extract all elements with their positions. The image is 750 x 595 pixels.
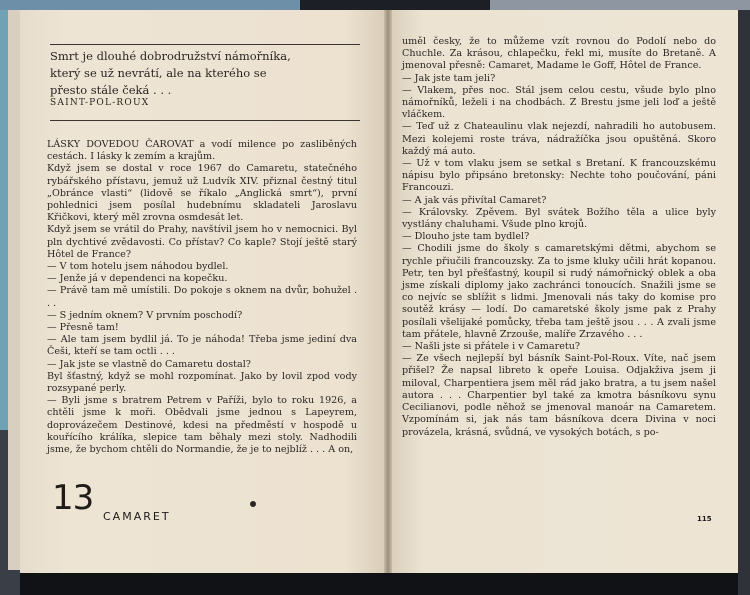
- paragraph: Když jsem se vrátil do Prahy, navštívil jsem ho v nemocnici. Byl pln dychtivé zvědavosti. Co přístav? Co kaple? Stojí ještě starý Hôtel de France?: [47, 224, 357, 260]
- left-body-text: [47, 139, 357, 456]
- paragraph: — Jak jste se vlastně do Camaretu dostal?: [47, 358, 251, 370]
- motto-top-rule: [50, 44, 360, 45]
- paragraph: — Jenže já v dependenci na kopečku.: [47, 273, 228, 285]
- motto: [50, 48, 340, 99]
- book-right-edge: [738, 10, 750, 595]
- paragraph: — Právě tam mě umístili. Do pokoje s oknem na dvůr, bohužel . . .: [47, 285, 357, 309]
- motto-line: přesto stále čeká . . .: [50, 83, 172, 97]
- motto-bottom-rule: [50, 120, 360, 121]
- paragraph: LÁSKY DOVEDOU ČAROVAT a vodí milence po zasliběných cestách. I lásky k zemím a krajům.: [47, 139, 357, 163]
- page-number: 115: [697, 515, 712, 523]
- paragraph: — A jak vás přivítal Camaret?: [402, 194, 547, 206]
- paragraph: — Ale tam jsem bydlil já. To je náhoda! Třeba jsme jediní dva Češi, kteří se tam octli . . .: [47, 334, 357, 358]
- paragraph: — Vlakem, přes noc. Stál jsem celou cestu, všude bylo plno námořníků, leželi i na chodbách. Z Brestu jsme jeli loď a ještě vláčkem.: [402, 84, 716, 121]
- paragraph: — Teď už z Chateaulinu vlak nejezdí, nahradili ho autobusem. Mezi kolejemi roste tráva, nádražíčka jsou opuštěná. Skoro každý má auto.: [402, 121, 716, 157]
- paragraph: — Našli jste si přátele i v Camaretu?: [402, 341, 581, 353]
- chapter-title: CAMARET: [103, 510, 171, 523]
- motto-author: SAINT-POL-ROUX: [50, 98, 150, 108]
- paragraph: — V tom hotelu jsem náhodou bydlel.: [47, 261, 229, 273]
- motto-line: Smrt je dlouhé dobrodružství námořníka,: [50, 49, 291, 63]
- paragraph: — S jedním oknem? V prvním poschodí?: [47, 309, 243, 321]
- paragraph: — Jak jste tam jeli?: [402, 72, 496, 84]
- motto-line: který se už nevrátí, ale na kterého se: [50, 66, 267, 80]
- book-left-edge: [0, 10, 20, 595]
- paragraph: Byl šťastný, když se mohl rozpomínat. Jako by lovil zpod vody rozsypané perly.: [47, 370, 357, 395]
- background-top-strip: [0, 0, 750, 10]
- book-spine: [384, 10, 392, 573]
- paragraph: — Byli jsme s bratrem Petrem v Paříži, bylo to roku 1926, a chtěli jsme k moři. Obědvali jsme jednou s Lapeyrem, doprovázečem Destinové, kdesi na předměstí v hospodě u kouřícího králíka, slepice tam běhaly mezi stoly. Nadhodili jsme, že bychom chtěli do Normandie, že je to nejblíž . . . A on,: [47, 395, 357, 456]
- paragraph: — Přesně tam!: [47, 322, 119, 334]
- right-body-text: [402, 36, 716, 439]
- paragraph: uměl česky, že to můžeme vzít rovnou do Podolí nebo do Chuchle. Za krásou, chlapečku, řekl mi, musíte do Bretaně. A jmenoval přesně: Camaret, Madame le Goff, Hôtel de France.: [402, 36, 716, 72]
- paragraph: — Dlouho jste tam bydlel?: [402, 231, 530, 243]
- paragraph: — Ze všech nejlepší byl básník Saint-Pol-Roux. Víte, nač jsem přišel? Že napsal libreto k opeře Louisa. Odjakživa jsem ji miloval, Charpentiera jsem měl rád jako bratra, a tu jsem našel autora . . . Charpentier byl také za kmotra básníkovu synu Cecilianovi, podle něhož se jmenoval manoár na Camaretem. Vzpomínám si, jak nás tam básníkova dcera Divina v noci provázela, krásná, svůdná, ve vysokých botách, s po-: [402, 353, 716, 438]
- paragraph: — Už v tom vlaku jsem se setkal s Bretaní. K francouzskému nápisu bylo připsáno bretonsky: Nechte toho poučování, páni Francouzi.: [402, 158, 716, 194]
- chapter-number: 13: [52, 478, 94, 518]
- paragraph: Když jsem se dostal v roce 1967 do Camaretu, statečného rybářského přístavu, jemuž už Ludvík XIV. přiznal čestný titul „Obránce vlasti“ (lidově se říkalo „Anglická smrt“), první pohlednici jsem posílal hudebnímu skladateli Jaroslavu Křičkovi, který měl zrovna osmdesát let.: [47, 163, 357, 224]
- chapter-bullet: [250, 501, 256, 507]
- paragraph: — Královsky. Zpěvem. Byl svátek Božího těla a ulice byly vystlány chaluhami. Všude plno krojů.: [402, 206, 716, 231]
- table-bottom: [20, 573, 738, 595]
- paragraph: — Chodili jsme do školy s camaretskými dětmi, abychom se rychle přiučili francouzsky. Za to jsme kluky učili hrát kopanou. Petr, ten byl přešťastný, koupil si rudý námořnický oblek a oba jsme získali diplomy jako zachránci tonoucích. Snažili jsme se co nejvíc se sblížit s lidmi. Jmenovali nás taky do komise pro soutěž krásy — lodí. Do camaretské školy jsme pak z Prahy posílali všelijaké pomůcky, třeba tam ještě jsou . . . A zvali jsme tam přátele, hlavně Zrzouše, malíře Zrzavého . . .: [402, 243, 716, 340]
